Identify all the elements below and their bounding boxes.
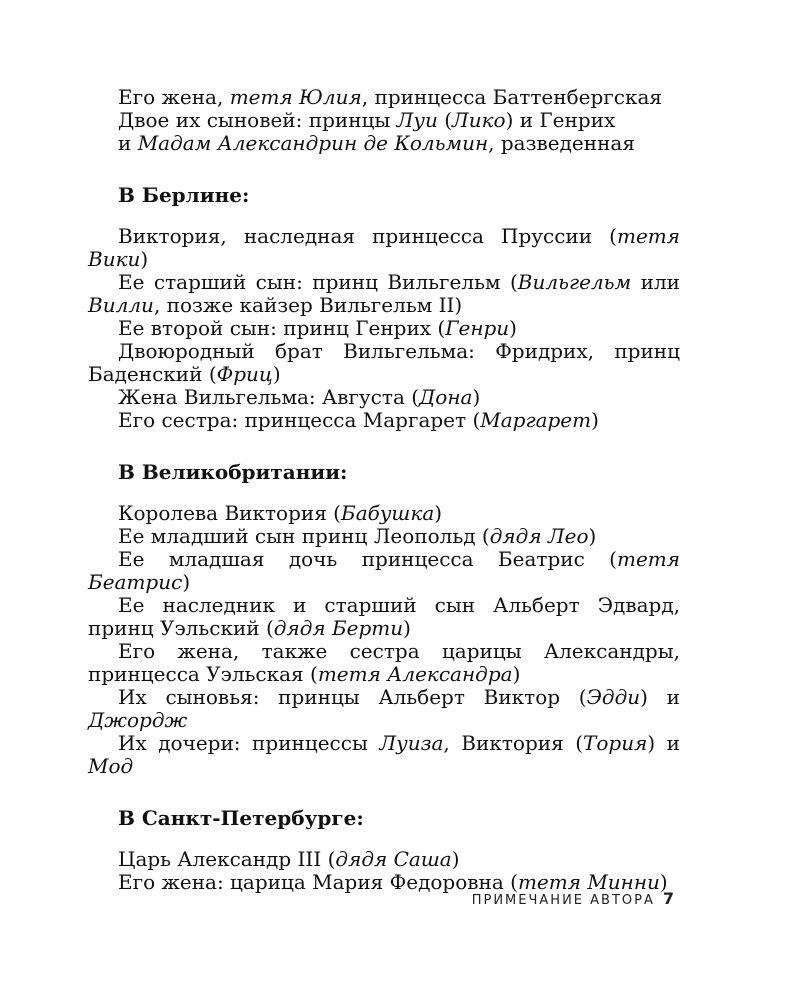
nickname-text: Мод: [88, 754, 134, 778]
entry-text: Двоюродный брат Вильгельма: Фридрих, принц Баденский (: [88, 339, 680, 386]
cast-entry: [88, 340, 680, 386]
nickname-text: Тория: [583, 731, 648, 755]
entry-text: , позже кайзер Вильгельм II): [153, 293, 463, 317]
cast-entry: [88, 640, 680, 686]
entry-text: ) и: [640, 685, 680, 709]
entry-text: и: [118, 131, 138, 155]
cast-entry: [88, 271, 680, 317]
nickname-text: тетя Минни: [517, 870, 660, 894]
entry-text: Королева Виктория (: [118, 501, 341, 525]
cast-entry: [88, 732, 680, 778]
cast-entry: [88, 317, 680, 340]
entry-text: ): [451, 847, 460, 871]
nickname-text: Бабушка: [341, 501, 435, 525]
section-heading: В Берлине:: [118, 183, 250, 207]
cast-entry: [88, 848, 680, 871]
cast-entry: [88, 548, 680, 594]
cast-entry: [88, 686, 680, 732]
page-number: 7: [662, 889, 674, 908]
cast-entry: [88, 132, 680, 155]
running-head: ПРИМЕЧАНИЕ АВТОРА: [471, 893, 655, 908]
nickname-text: Вилли: [88, 293, 154, 317]
page-footer: [472, 889, 674, 908]
cast-entry: [88, 502, 680, 525]
nickname-text: тетя Александра: [317, 662, 513, 686]
cast-section: [88, 86, 680, 155]
entry-text: ): [403, 616, 411, 640]
entry-text: (: [437, 108, 453, 132]
entry-text: , Виктория (: [443, 731, 584, 755]
nickname-text: тетя Беатрис: [88, 547, 680, 594]
nickname-text: дядя Лео: [489, 524, 589, 548]
entry-text: ) и: [647, 731, 681, 755]
nickname-text: дядя Берти: [273, 616, 404, 640]
entry-text: Виктория, наследная принцесса Пруссии (: [118, 224, 617, 248]
nickname-text: Генри: [445, 316, 510, 340]
cast-entry: [88, 409, 680, 432]
entry-text: Царь Александр III (: [118, 847, 336, 871]
nickname-text: Маргарет: [480, 408, 592, 432]
entry-text: ): [512, 662, 521, 686]
entry-text: Его жена, также сестра царицы Александры, принцесса Уэльская (: [88, 639, 680, 686]
cast-entry: [88, 386, 680, 409]
cast-entry: [88, 225, 680, 271]
entry-text: ): [182, 570, 191, 594]
cast-section: [88, 461, 680, 778]
cast-entry: [88, 86, 680, 109]
entry-text: ): [591, 408, 599, 432]
entry-text: Ее наследник и старший сын Альберт Эдвард, принц Уэльский (: [88, 593, 680, 640]
entry-text: Двое их сыновей: принцы: [118, 108, 397, 132]
entry-text: ): [659, 870, 668, 894]
entry-text: Ее старший сын: принц Вильгельм (: [118, 270, 518, 294]
nickname-text: Фриц: [216, 362, 273, 386]
entry-text: ): [140, 247, 149, 271]
nickname-text: Эдди: [586, 685, 641, 709]
book-page: [88, 86, 680, 923]
nickname-text: Луи: [396, 108, 438, 132]
nickname-text: Дона: [419, 385, 473, 409]
section-heading: В Санкт-Петербурге:: [118, 806, 364, 830]
entry-text: ): [434, 501, 443, 525]
entry-text: ): [509, 316, 517, 340]
entry-text: ): [472, 385, 481, 409]
nickname-text: тетя Вики: [88, 224, 680, 271]
entry-text: Ее второй сын: принц Генрих (: [118, 316, 446, 340]
entry-text: Его жена,: [118, 85, 230, 109]
entry-text: Жена Вильгельма: Августа (: [118, 385, 420, 409]
nickname-text: Джордж: [88, 708, 188, 732]
entry-text: Его сестра: принцесса Маргарет (: [118, 408, 481, 432]
entry-text: Ее младшая дочь принцесса Беатрис (: [118, 547, 617, 571]
nickname-text: Мадам Александрин де Кольмин: [137, 131, 489, 155]
cast-entry: [88, 109, 680, 132]
entry-text: , разведенная: [488, 131, 635, 155]
entry-text: , принцесса Баттенбергская: [361, 85, 662, 109]
entry-text: Ее младший сын принц Леопольд (: [118, 524, 490, 548]
cast-section: [88, 184, 680, 432]
entry-text: ): [272, 362, 281, 386]
entry-text: или: [631, 270, 680, 294]
entry-text: Его жена: царица Мария Федоровна (: [118, 870, 518, 894]
cast-entry: [88, 525, 680, 548]
entry-text: Их сыновья: принцы Альберт Виктор (: [118, 685, 587, 709]
entry-text: ): [588, 524, 597, 548]
nickname-text: дядя Саша: [335, 847, 452, 871]
cast-section: [88, 807, 680, 894]
section-heading: В Великобритании:: [118, 460, 348, 484]
entry-text: Их дочери: принцессы: [118, 731, 380, 755]
nickname-text: Лико: [452, 108, 506, 132]
nickname-text: тетя Юлия: [229, 85, 362, 109]
nickname-text: Луиза: [379, 731, 444, 755]
cast-entry: [88, 594, 680, 640]
entry-text: ) и Генрих: [505, 108, 616, 132]
nickname-text: Вильгельм: [517, 270, 632, 294]
